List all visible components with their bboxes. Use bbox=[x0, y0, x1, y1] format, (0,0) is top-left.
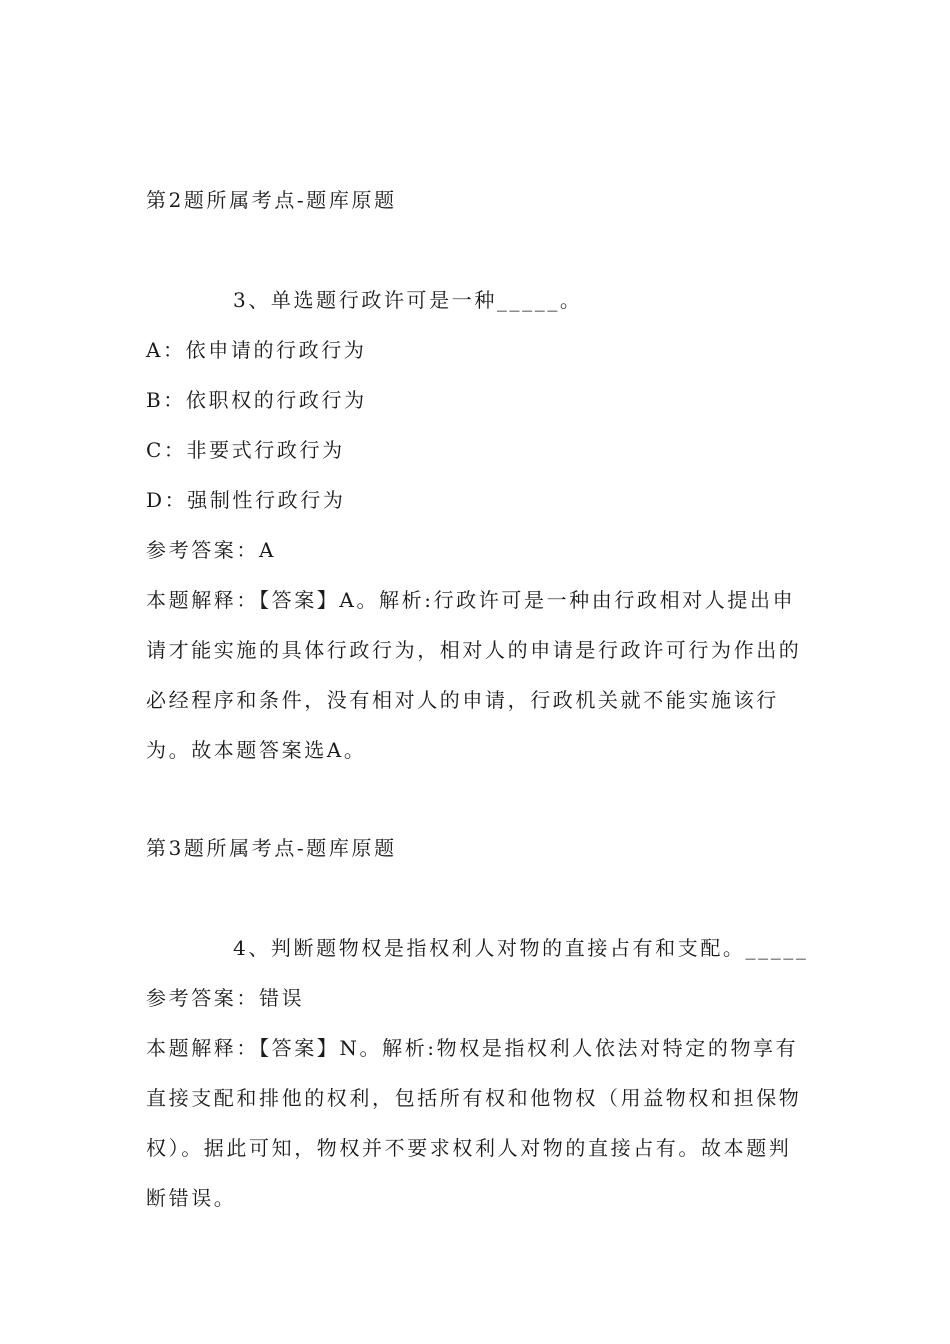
q3-answer: 参考答案：A bbox=[146, 538, 277, 562]
q2-source-label: 第2题所属考点-题库原题 bbox=[146, 188, 397, 212]
q3-question: 3、单选题行政许可是一种_____。 bbox=[233, 288, 583, 312]
q4-explanation: 本题解释：【答案】N。解析:物权是指权利人依法对特定的物享有直接支配和排他的权利，包括所有权和他物权（用益物权和担保物权）。据此可知，物权并不要求权利人对物的直接占有。故本题判断错误。 bbox=[146, 1036, 802, 1210]
q3-option-c: C：非要式行政行为 bbox=[146, 438, 345, 462]
q4-answer: 参考答案：错误 bbox=[146, 986, 305, 1010]
q3-option-b: B：依职权的行政行为 bbox=[146, 388, 367, 412]
q3-source-label: 第3题所属考点-题库原题 bbox=[146, 836, 397, 860]
q3-explanation: 本题解释：【答案】A。解析:行政许可是一种由行政相对人提出申请才能实施的具体行政行为，相对人的申请是行政许可行为作出的必经程序和条件，没有相对人的申请，行政机关就不能实施该行为。故本题答案选A。 bbox=[146, 588, 802, 762]
q4-question: 4、判断题物权是指权利人对物的直接占有和支配。_____ bbox=[233, 936, 809, 960]
q3-option-d: D：强制性行政行为 bbox=[146, 488, 346, 512]
q3-option-a: A：依申请的行政行为 bbox=[146, 338, 367, 362]
